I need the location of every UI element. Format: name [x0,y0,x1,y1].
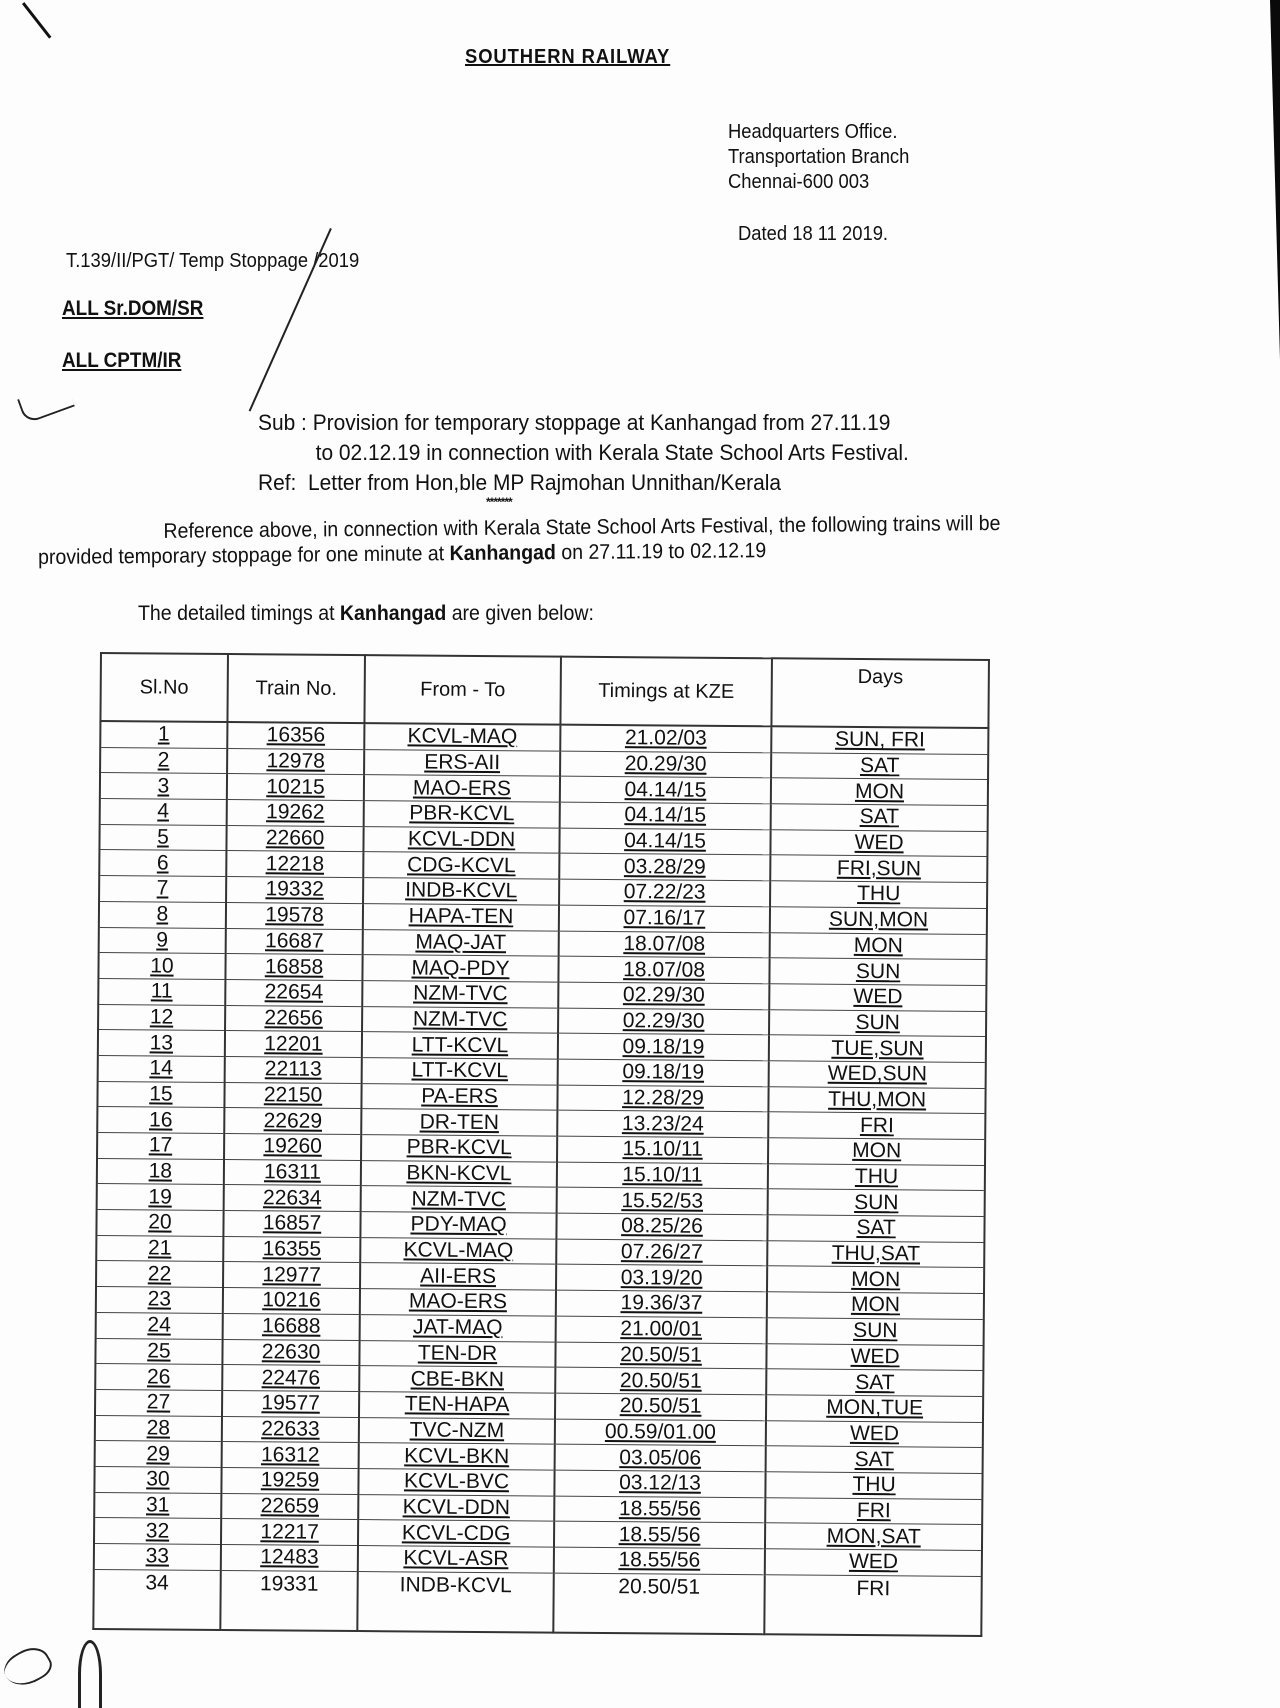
cell-sl-no: 23 [96,1287,223,1314]
cell-days: SUN [770,958,987,985]
cell-sl-no: 26 [95,1364,222,1391]
cell-timings: 18.55/56 [554,1521,766,1548]
cell-sl-no: 1 [100,721,227,748]
cell-from-to: NZM-TVC [361,1186,557,1213]
cell-timings: 07.26/27 [556,1239,768,1266]
cell-train-no: 16356 [227,722,365,749]
cell-train-no: 16688 [222,1313,360,1340]
cell-timings: 18.55/56 [554,1547,766,1574]
cell-from-to: HAPA-TEN [363,903,559,930]
detail-text: The detailed timings at [138,602,340,625]
cell-train-no: 10216 [223,1288,361,1315]
station-name: Kanhangad [449,541,556,566]
cell-days: MON,SAT [765,1523,982,1550]
cell-days: WED,SUN [769,1061,986,1088]
cell-timings: 03.12/13 [554,1470,766,1497]
cell-train-no: 12201 [225,1031,363,1058]
cell-train-no: 22113 [224,1056,362,1083]
cell-timings: 03.28/29 [559,854,771,881]
cell-from-to: KCVL-CDG [358,1520,554,1547]
cell-days: TUE,SUN [769,1035,986,1062]
cell-from-to: PA-ERS [362,1083,558,1110]
signature-mark [0,1641,56,1694]
detail-line [138,602,594,626]
cell-sl-no: 33 [94,1543,221,1570]
cell-timings: 20.50/51 [555,1367,767,1394]
subject-line: Provision for temporary stoppage at Kanhangad from 27.11.19 [312,410,891,435]
body-paragraph [38,510,1061,570]
cell-from-to: ERS-AII [364,749,560,776]
cell-from-to: DR-TEN [361,1109,557,1136]
cell-days: SAT [771,804,988,831]
cell-timings: 04.14/15 [559,828,771,855]
cell-from-to: NZM-TVC [362,1006,558,1033]
cell-timings: 00.59/01.00 [555,1419,767,1446]
cell-train-no: 16857 [223,1211,361,1238]
cell-sl-no: 5 [99,824,226,851]
cell-timings: 18.07/08 [558,956,770,983]
separator: ******* [486,495,512,509]
cell-train-no: 19578 [226,902,364,929]
cell-train-no: 19332 [226,877,364,904]
cell-from-to: KCVL-ASR [358,1546,554,1573]
cell-days: MON [768,1138,985,1165]
header-days: Days [772,658,989,728]
cell-sl-no: 10 [98,953,225,980]
cell-timings: 12.28/29 [557,1085,769,1112]
document-title: SOUTHERN RAILWAY [465,46,671,68]
cell-timings: 18.55/56 [554,1496,766,1523]
cell-days: SUN,MON [770,907,987,934]
cell-days: FRI,SUN [770,855,987,882]
tick-mark-icon [17,382,75,424]
cell-days: SAT [766,1369,983,1396]
cell-train-no: 19262 [226,800,364,827]
cell-timings: 21.00/01 [555,1316,767,1343]
cell-sl-no: 25 [95,1338,222,1365]
cell-train-no: 12483 [221,1544,359,1571]
reference-number: T.139/II/PGT/ Temp Stoppage /2019 [66,250,360,272]
cell-days: SAT [768,1215,985,1242]
cell-from-to: MAQ-JAT [363,929,559,956]
cell-timings: 15.10/11 [557,1136,769,1163]
cell-train-no: 22633 [222,1416,360,1443]
cell-sl-no: 11 [98,978,225,1005]
cell-from-to: JAT-MAQ [360,1314,556,1341]
cell-sl-no: 24 [96,1312,223,1339]
cell-days: MON [770,932,987,959]
subject-label: Sub : [258,410,307,435]
cell-timings: 03.05/06 [554,1444,766,1471]
subject-block [258,408,909,498]
cell-from-to: LTT-KCVL [362,1058,558,1085]
cell-days: WED [766,1420,983,1447]
signature-mark [78,1640,102,1708]
cell-sl-no: 15 [97,1081,224,1108]
page-edge-shadow [1270,0,1280,360]
cell-sl-no: 34 [93,1569,220,1629]
cell-sl-no: 31 [94,1492,221,1519]
cell-from-to: BKN-KCVL [361,1160,557,1187]
cell-from-to: PBR-KCVL [364,801,560,828]
cell-from-to: LTT-KCVL [362,1032,558,1059]
office-address [728,120,909,195]
office-line: Chennai-600 003 [728,171,870,193]
cell-sl-no: 32 [94,1518,221,1545]
cell-timings: 19.36/37 [556,1290,768,1317]
cell-train-no: 16355 [223,1236,361,1263]
header-train-no: Train No. [227,654,365,723]
cell-sl-no: 7 [99,876,226,903]
cell-from-to: AII-ERS [360,1263,556,1290]
cell-timings: 20.50/51 [555,1393,767,1420]
cell-from-to: KCVL-DDN [358,1494,554,1521]
cell-from-to: PBR-KCVL [361,1135,557,1162]
table-header-row [100,653,989,728]
cell-sl-no: 20 [96,1210,223,1237]
cell-train-no: 22656 [225,1005,363,1032]
cell-train-no: 22659 [221,1493,359,1520]
cell-sl-no: 3 [100,773,227,800]
cell-timings: 09.18/19 [557,1059,769,1086]
cell-days: THU [766,1472,983,1499]
cell-days: SUN [767,1318,984,1345]
station-name: Kanhangad [339,602,447,625]
cell-from-to: MAO-ERS [364,775,560,802]
cell-train-no: 22150 [224,1082,362,1109]
cell-train-no: 16311 [224,1159,362,1186]
cell-train-no: 22654 [225,979,363,1006]
cell-train-no: 16858 [225,954,363,981]
cell-sl-no: 30 [94,1466,221,1493]
addressee: ALL CPTM/IR [62,349,182,372]
cell-train-no: 12218 [226,851,364,878]
cell-sl-no: 9 [99,927,226,954]
cell-days: WED [771,830,988,857]
pen-mark [22,2,51,39]
subject-line: to 02.12.19 in connection with Kerala State School Arts Festival. [315,440,909,465]
cell-days: SUN [769,1009,986,1036]
cell-sl-no: 18 [97,1158,224,1185]
cell-from-to: NZM-TVC [362,980,558,1007]
cell-train-no: 12978 [227,748,365,775]
header-sl-no: Sl.No [100,653,227,722]
cell-timings: 08.25/26 [556,1213,768,1240]
cell-train-no: 22630 [222,1339,360,1366]
cell-from-to: MAO-ERS [360,1289,556,1316]
cell-train-no: 16312 [221,1442,359,1469]
cell-timings: 07.16/17 [559,905,771,932]
cell-timings: 21.02/03 [560,725,772,753]
cell-train-no: 19260 [224,1133,362,1160]
cell-timings: 20.29/30 [560,751,772,778]
cell-days: MON [767,1266,984,1293]
header-timings: Timings at KZE [560,657,772,727]
cell-sl-no: 19 [97,1184,224,1211]
cell-timings: 03.19/20 [556,1265,768,1292]
cell-sl-no: 2 [100,747,227,774]
timings-table [92,652,995,1637]
cell-train-no: 12217 [221,1519,359,1546]
cell-from-to: MAQ-PDY [363,955,559,982]
cell-from-to: KCVL-BVC [359,1468,555,1495]
cell-from-to: TVC-NZM [359,1417,555,1444]
cell-train-no: 22629 [224,1108,362,1135]
cell-timings: 07.22/23 [559,879,771,906]
cell-from-to: TEN-DR [360,1340,556,1367]
ref-label: Ref: [258,470,297,495]
header-from-to: From - To [365,655,561,725]
cell-sl-no: 13 [98,1030,225,1057]
cell-days: MON [771,778,988,805]
cell-sl-no: 16 [97,1107,224,1134]
cell-days: MON [767,1292,984,1319]
cell-timings: 18.07/08 [558,931,770,958]
cell-days: WED [765,1549,982,1576]
cell-days: WED [767,1343,984,1370]
cell-days: THU [768,1163,985,1190]
cell-train-no: 22660 [226,825,364,852]
cell-days: THU [770,881,987,908]
cell-days: WED [769,984,986,1011]
cell-from-to: TEN-HAPA [359,1391,555,1418]
cell-from-to: KCVL-DDN [364,826,560,853]
para-text: on 27.11.19 to 02.12.19 [555,539,767,565]
cell-train-no: 22634 [223,1185,361,1212]
cell-timings: 02.29/30 [558,1008,770,1035]
cell-sl-no: 22 [96,1261,223,1288]
cell-days: SAT [771,752,988,779]
cell-timings: 20.50/51 [553,1573,765,1634]
cell-train-no: 12977 [223,1262,361,1289]
cell-from-to: CDG-KCVL [364,852,560,879]
office-line: Headquarters Office. [728,121,898,143]
cell-train-no: 16687 [225,928,363,955]
cell-sl-no: 21 [96,1235,223,1262]
cell-train-no: 10215 [227,774,365,801]
cell-days: THU,MON [769,1086,986,1113]
office-line: Transportation Branch [728,146,910,168]
cell-sl-no: 28 [95,1415,222,1442]
cell-days: FRI [765,1497,982,1524]
cell-timings: 02.29/30 [558,982,770,1009]
cell-train-no: 19577 [222,1390,360,1417]
cell-train-no: 19331 [220,1570,358,1631]
cell-from-to: KCVL-MAQ [365,723,561,751]
cell-days: MON,TUE [766,1395,983,1422]
cell-from-to: KCVL-BKN [359,1443,555,1470]
cell-timings: 04.14/15 [560,776,772,803]
cell-timings: 20.50/51 [555,1342,767,1369]
detail-text: are given below: [446,602,594,625]
cell-days: SUN [768,1189,985,1216]
cell-timings: 15.52/53 [556,1187,768,1214]
cell-days: SUN, FRI [771,726,988,754]
cell-timings: 04.14/15 [559,802,771,829]
cell-days: SAT [766,1446,983,1473]
cell-sl-no: 29 [95,1441,222,1468]
cell-sl-no: 27 [95,1389,222,1416]
para-text: Reference above, in connection with Kerala State School Arts Festival, the following trains will be provided temporary stoppage for one minute at [38,511,1001,569]
cell-from-to: KCVL-MAQ [360,1237,556,1264]
cell-train-no: 19259 [221,1467,359,1494]
cell-sl-no: 17 [97,1132,224,1159]
cell-days: THU,SAT [767,1241,984,1268]
addressee: ALL Sr.DOM/SR [62,297,204,320]
ref-text: Letter from Hon,ble MP Rajmohan Unnithan/Kerala [308,470,782,495]
cell-sl-no: 4 [100,799,227,826]
cell-from-to: INDB-KCVL [363,878,559,905]
cell-timings: 09.18/19 [558,1033,770,1060]
date-line: Dated 18 11 2019. [738,223,889,245]
cell-train-no: 22476 [222,1365,360,1392]
cell-from-to: CBE-BKN [359,1366,555,1393]
cell-sl-no: 8 [99,901,226,928]
cell-from-to: INDB-KCVL [358,1571,554,1632]
cell-days: FRI [765,1574,982,1635]
cell-sl-no: 12 [98,1004,225,1031]
cell-timings: 15.10/11 [557,1162,769,1189]
cell-days: FRI [768,1112,985,1139]
cell-sl-no: 6 [99,850,226,877]
table-row [93,1569,981,1635]
cell-from-to: PDY-MAQ [361,1212,557,1239]
cell-sl-no: 14 [98,1055,225,1082]
cell-timings: 13.23/24 [557,1110,769,1137]
